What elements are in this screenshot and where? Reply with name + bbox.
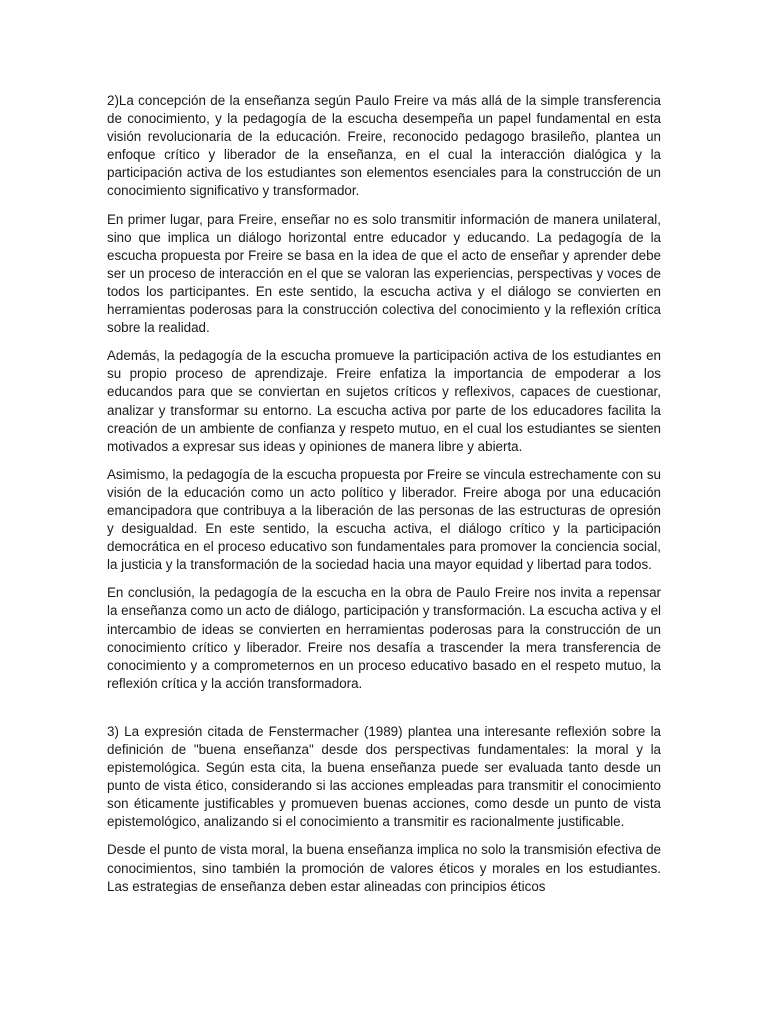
paragraph-primer-lugar: En primer lugar, para Freire, enseñar no es solo transmitir información de manera unilateral, sino que implica un diálogo horizontal entre educador y educando. La pedagogía de la escucha propuesta por Freire se basa en la idea de que el acto de enseñar y aprender debe ser un proceso de interacción en el que se valoran las experiencias, perspectivas y voces de todos los participantes. En este sentido, la escucha activa y el diálogo se convierten en herramientas poderosas para la construcción colectiva del conocimiento y la reflexión crítica sobre la realidad.: [107, 211, 661, 336]
document-body: [107, 92, 661, 906]
paragraph-asimismo: Asimismo, la pedagogía de la escucha propuesta por Freire se vincula estrechamente con su visión de la educación como un acto político y liberador. Freire aboga por una educación emancipadora que contribuya a la liberación de las personas de las estructuras de opresión y desigualdad. En este sentido, la escucha activa, el diálogo crítico y la participación democrática en el proceso educativo son fundamentales para promover la conciencia social, la justicia y la transformación de la sociedad hacia una mayor equidad y libertad para todos.: [107, 466, 661, 573]
paragraph-ademas: Además, la pedagogía de la escucha promueve la participación activa de los estudiantes en su propio proceso de aprendizaje. Freire enfatiza la importancia de empoderar a los educandos para que se conviertan en sujetos críticos y reflexivos, capaces de cuestionar, analizar y transformar su entorno. La escucha activa por parte de los educadores facilita la creación de un ambiente de confianza y respeto mutuo, en el cual los estudiantes se sienten motivados a expresar sus ideas y opiniones de manera libre y abierta.: [107, 348, 661, 454]
paragraph-section-2-intro: 2)La concepción de la enseñanza según Paulo Freire va más allá de la simple transferencia de conocimiento, y la pedagogía de la escucha desempeña un papel fundamental en esta visión revolucionaria de la educación. Freire, reconocido pedagogo brasileño, plantea un enfoque crítico y liberador de la enseñanza, en el cual la interacción dialógica y la participación activa de los estudiantes son elementos esenciales para la construcción de un conocimiento significativo y transformador.: [107, 93, 661, 199]
paragraph-conclusion: En conclusión, la pedagogía de la escucha en la obra de Paulo Freire nos invita a repensar la enseñanza como un acto de diálogo, participación y transformación. La escucha activa y el intercambio de ideas se convierten en herramientas poderosas para la construcción de un conocimiento crítico y liberador. Freire nos desafía a trascender la mera transferencia de conocimiento y a comprometernos en un proceso educativo basado en el respeto mutuo, la reflexión crítica y la acción transformadora.: [107, 585, 661, 691]
paragraph-punto-de-vista-moral: Desde el punto de vista moral, la buena enseñanza implica no solo la transmisión efectiva de conocimientos, sino también la promoción de valores éticos y morales en los estudiantes. Las estrategias de enseñanza deben estar alineadas con principios éticos: [107, 842, 661, 894]
paragraph-section-3-intro: 3) La expresión citada de Fenstermacher (1989) plantea una interesante reflexión sobre la definición de "buena enseñanza" desde dos perspectivas fundamentales: la moral y la epistemológica. Según esta cita, la buena enseñanza puede ser evaluada tanto desde un punto de vista ético, considerando si las acciones empleadas para transmitir el conocimiento son éticamente justificables y promueven buenas acciones, como desde un punto de vista epistemológico, analizando si el conocimiento a transmitir es racionalmente justificable.: [107, 723, 661, 830]
